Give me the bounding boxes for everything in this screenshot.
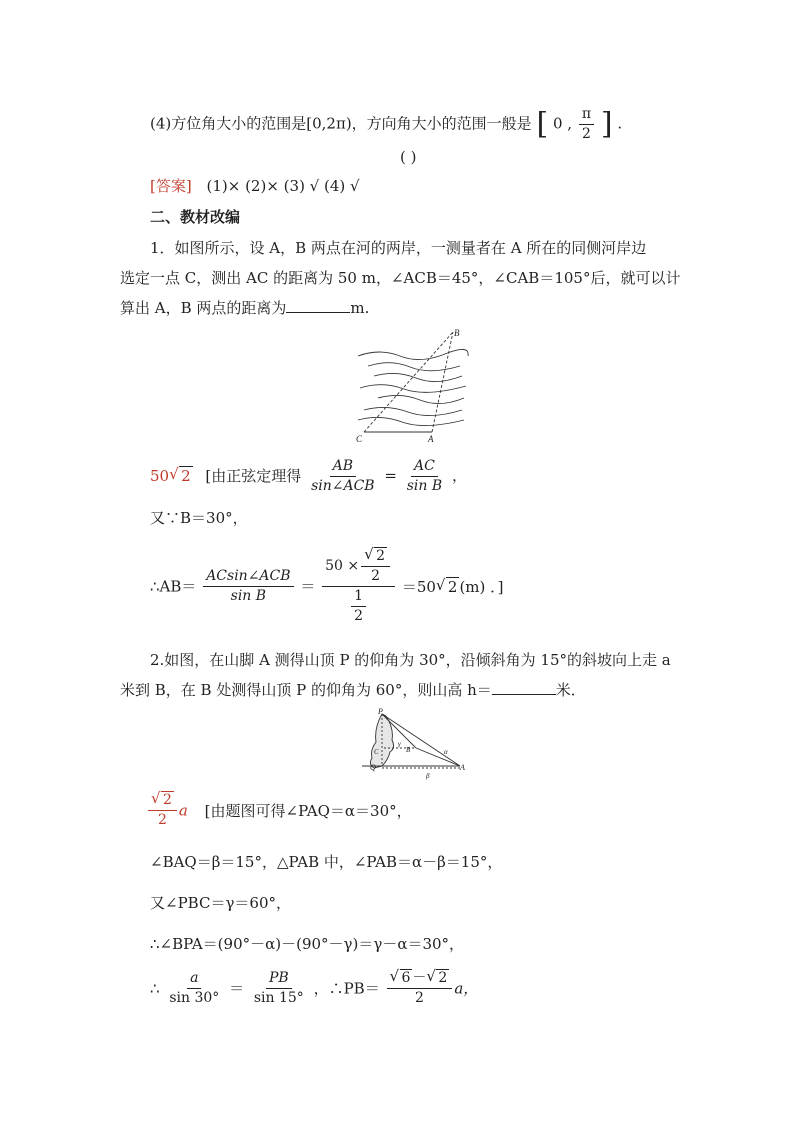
s1-l3-frac-1-den: sin B — [230, 588, 267, 604]
s2-l5-frac-1 — [166, 970, 222, 1007]
pi-denominator: 2 — [581, 126, 591, 142]
s1-l3-result-pre: ＝50 — [401, 577, 436, 596]
s2-answer-den: 2 — [158, 812, 167, 828]
s1-l3-frac-1 — [203, 568, 293, 605]
interval-zero: 0 , — [552, 114, 573, 133]
s2-line-3: 又∠PBC＝γ＝60°， — [150, 894, 291, 912]
s1-line-3 — [150, 545, 504, 625]
q1-line-2: 选定一点 C，测出 AC 的距离为 50 m，∠ACB＝45°，∠CAB＝105°后，就可以计 — [120, 269, 681, 287]
slope-ba — [416, 748, 460, 766]
s1-frac-2-num: AC — [411, 458, 438, 477]
s1-l3-result-post: (m) ．] — [459, 577, 504, 596]
s1-answer-coef: 50 — [150, 466, 170, 485]
river-wave-7 — [358, 417, 464, 425]
river-figure — [350, 326, 470, 444]
line-pa — [382, 714, 460, 766]
s2-l5-mid: ，∴PB＝ — [313, 979, 380, 998]
item-4-line — [150, 106, 622, 143]
s1-l3-eq: ＝ — [300, 577, 316, 596]
s2-line-5 — [150, 967, 479, 1007]
s1-line-2: 又∵B＝30°， — [150, 509, 248, 527]
s2-l5-radicand-1: 6 — [401, 970, 411, 986]
s1-l3-big-den-num: 1 — [351, 588, 366, 607]
label-p: P — [378, 708, 383, 716]
s1-l3-big-num-den: 2 — [371, 568, 381, 584]
s2-answer-radicand: 2 — [163, 792, 172, 808]
s1-l3-result-radicand: 2 — [447, 577, 458, 596]
s1-l3-big-frac — [322, 545, 395, 625]
s1-answer — [150, 464, 193, 485]
q2-line-2-text: 米到 B，在 B 处测得山顶 P 的仰角为 60°，则山高 h＝ — [120, 681, 492, 699]
s2-answer-fraction: √ 2 2 — [148, 792, 177, 829]
label-b: B — [406, 746, 411, 754]
river-wave-1 — [358, 349, 468, 359]
s2-l5-frac-3-num: √ 6 － √ 2 — [387, 970, 453, 989]
s2-l5-frac-1-num: a — [187, 970, 201, 989]
s2-l5-prefix: ∴ — [150, 979, 160, 998]
label-a: A — [428, 434, 434, 444]
label-beta: β — [426, 772, 430, 780]
s1-l3-big-num — [322, 545, 395, 587]
s1-frac-1 — [308, 458, 378, 495]
s1-l3-result: ＝50 √ 2 (m) ．] — [401, 575, 504, 596]
q1-answer-blank — [286, 298, 350, 313]
s1-frac-1-den: sin∠ACB — [311, 478, 375, 494]
s1-l3-big-den — [346, 587, 371, 625]
label-alpha: α — [444, 748, 448, 756]
s1-eq: = — [384, 466, 397, 485]
mountain-figure — [356, 708, 468, 782]
pi-numerator: π — [579, 106, 594, 125]
s2-l5-frac-2 — [251, 970, 307, 1007]
q1-line-1: 1．如图所示，设 A，B 两点在河的两岸，一测量者在 A 所在的同侧河岸边 — [150, 239, 647, 257]
answer-text: (1)× (2)× (3) √ (4) √ — [206, 177, 360, 195]
label-c: C — [356, 434, 363, 444]
s1-frac-2-den: sin B — [406, 478, 443, 494]
s1-answer-sqrt: √ 2 — [169, 464, 191, 485]
s1-l3-prefix: ∴AB＝ — [150, 577, 197, 596]
s1-l3-frac-1-num: ACsin∠ACB — [203, 568, 293, 587]
q1-line-3-unit: m. — [350, 299, 370, 317]
s1-l3-big-num-a: 50 × — [325, 558, 360, 574]
label-gamma: γ — [398, 740, 401, 748]
label-a: A — [460, 763, 465, 772]
s1-intro: [由正弦定理得 — [205, 466, 302, 485]
s2-l5-frac-2-den: sin 15° — [253, 990, 304, 1006]
label-b: B — [454, 328, 460, 338]
s1-comma: ， — [451, 466, 467, 485]
answer-paren: ( ) — [400, 148, 417, 166]
right-bracket: ] — [600, 106, 613, 142]
s2-l5-post: a， — [454, 979, 479, 998]
item-4-period: . — [617, 114, 623, 133]
item-4-text: (4)方位角大小的范围是[0,2π)，方向角大小的范围一般是 — [150, 114, 532, 133]
s1-answer-radicand: 2 — [181, 466, 191, 485]
s1-l3-sqrt2-over-2: √ 2 2 — [361, 548, 390, 585]
s2-l5-radicand-2: 2 — [438, 970, 448, 986]
answer-label: [答案] — [150, 177, 192, 195]
s2-l5-frac-3 — [387, 967, 453, 1007]
s2-l1-text: [由题图可得∠PAQ＝α＝30°， — [204, 801, 412, 820]
river-wave-4 — [360, 385, 466, 393]
segment-cb — [364, 332, 453, 432]
q2-line-2-unit: 米． — [555, 681, 586, 699]
s2-l5-frac-1-den: sin 30° — [169, 990, 220, 1006]
s1-frac-2 — [404, 458, 445, 495]
label-c: C — [374, 748, 379, 756]
s1-l3-big-den-den: 2 — [354, 608, 364, 624]
label-q: Q — [370, 763, 376, 772]
s2-l5-eq: ＝ — [229, 979, 245, 998]
s1-line-1 — [150, 458, 467, 495]
river-wave-3 — [374, 373, 462, 381]
s2-line-4: ∴∠BPA＝(90°－α)－(90°－γ)＝γ－α＝30°， — [150, 935, 465, 953]
q1-line-3 — [120, 298, 369, 318]
river-wave-6 — [364, 407, 462, 415]
s2-line-1 — [146, 789, 412, 829]
pi-over-2-fraction — [579, 106, 594, 143]
s1-frac-1-num: AB — [330, 458, 356, 477]
q2-line-2 — [120, 680, 586, 700]
river-wave-2 — [368, 363, 460, 371]
s2-line-2: ∠BAQ＝β＝15°，△PAB 中，∠PAB＝α－β＝15°， — [150, 853, 503, 871]
s2-l5-minus: － — [412, 970, 427, 986]
s2-l5-frac-2-num: PB — [266, 970, 292, 989]
s2-l5-frac-3-den: 2 — [414, 990, 424, 1006]
q2-answer-blank — [492, 680, 556, 695]
q1-line-3-text: 算出 A，B 两点的距离为 — [120, 299, 287, 317]
q2-line-1: 2.如图，在山脚 A 测得山顶 P 的仰角为 30°，沿倾斜角为 15°的斜坡向上走 a — [150, 651, 671, 669]
section-heading: 二、教材改编 — [150, 208, 241, 226]
answer-line — [150, 176, 360, 196]
left-bracket: [ — [536, 106, 549, 142]
s1-l3-big-num-radicand: 2 — [376, 548, 386, 564]
s2-answer-var: a — [178, 801, 188, 820]
